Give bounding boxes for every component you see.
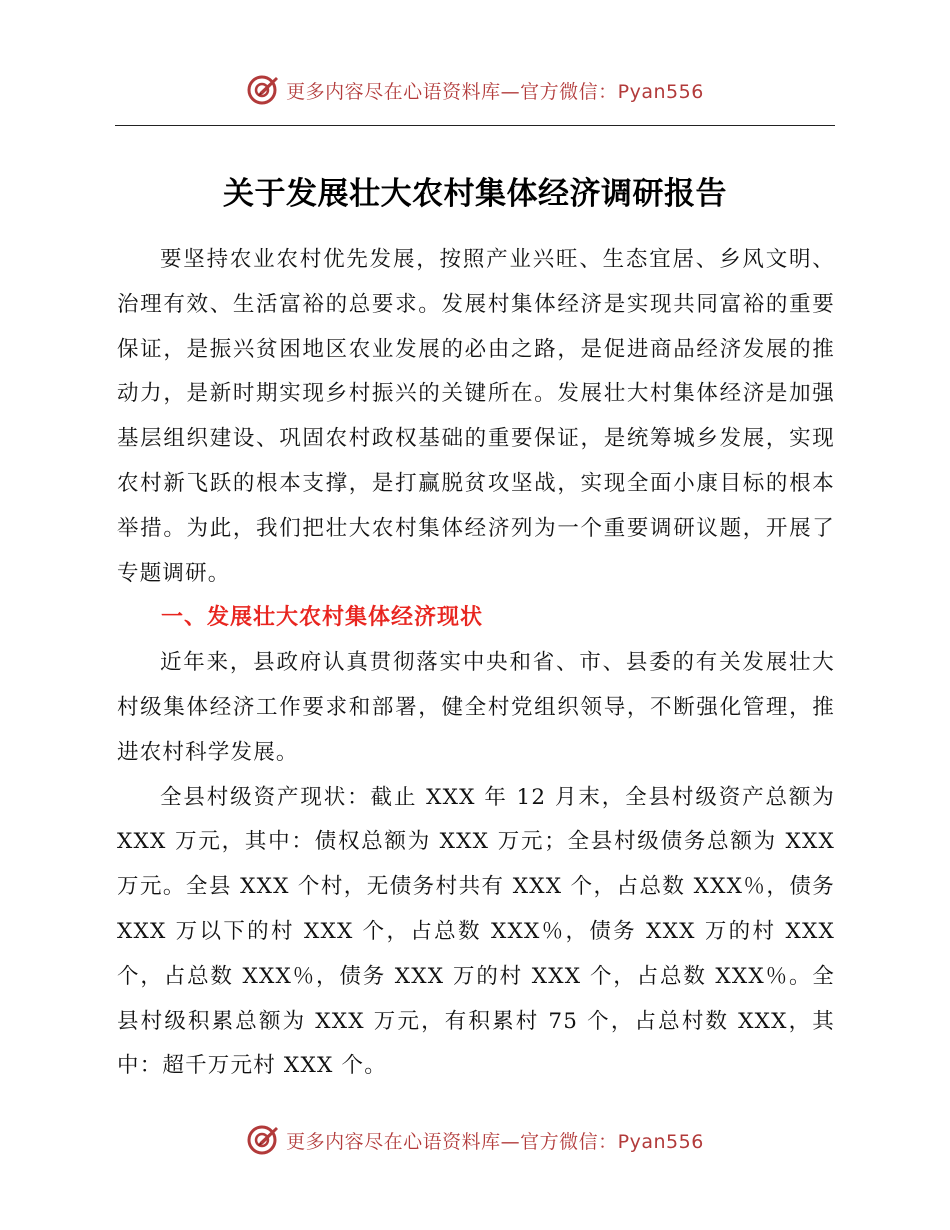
footer-banner-text: 更多内容尽在心语资料库—官方微信：Pyan556: [286, 1130, 704, 1153]
header-banner-text: 更多内容尽在心语资料库—官方微信：Pyan556: [286, 80, 704, 103]
section-paragraph: 全县村级资产现状：截止 XXX 年 12 月末，全县村级资产总额为 XXX 万元，其中：债权总额为 XXX 万元；全县村级债务总额为 XXX 万元。全县 XXX 个村，无债务村共有 XXX 个，占总数 XXX％，债务 XXX 万以下的村 XXX 个，占总数 XXX％，债务 XXX 万的村 XXX 个，占总数 XXX％，债务 XXX 万的村 XXX 个，占总数 XXX％。全县村级积累总额为 XXX 万元，有积累村 75 个，占总村数 XXX，其中：超千万元村 XXX 个。: [117, 784, 835, 1079]
document-body: [117, 238, 835, 1089]
section-paragraph: 近年来，县政府认真贯彻落实中央和省、市、县委的有关发展壮大村级集体经济工作要求和部署，健全村党组织领导，不断强化管理，推进农村科学发展。: [117, 650, 835, 765]
pen-logo-icon: [246, 1123, 280, 1157]
document-title: 关于发展壮大农村集体经济调研报告: [223, 176, 727, 212]
pen-logo-icon: [246, 73, 280, 107]
section-heading: 一、发展壮大农村集体经济现状: [161, 605, 484, 631]
header-banner: [0, 70, 950, 110]
footer-banner: [0, 1120, 950, 1160]
intro-paragraph: 要坚持农业农村优先发展，按照产业兴旺、生态宜居、乡风文明、治理有效、生活富裕的总要求。发展村集体经济是实现共同富裕的重要保证，是振兴贫困地区农业发展的必由之路，是促进商品经济发展的推动力，是新时期实现乡村振兴的关键所在。发展壮大村集体经济是加强基层组织建设、巩固农村政权基础的重要保证，是统筹城乡发展，实现农村新飞跃的根本支撑，是打赢脱贫攻坚战，实现全面小康目标的根本举措。为此，我们把壮大农村集体经济列为一个重要调研议题，开展了专题调研。: [117, 247, 835, 586]
header-divider: [115, 125, 835, 126]
